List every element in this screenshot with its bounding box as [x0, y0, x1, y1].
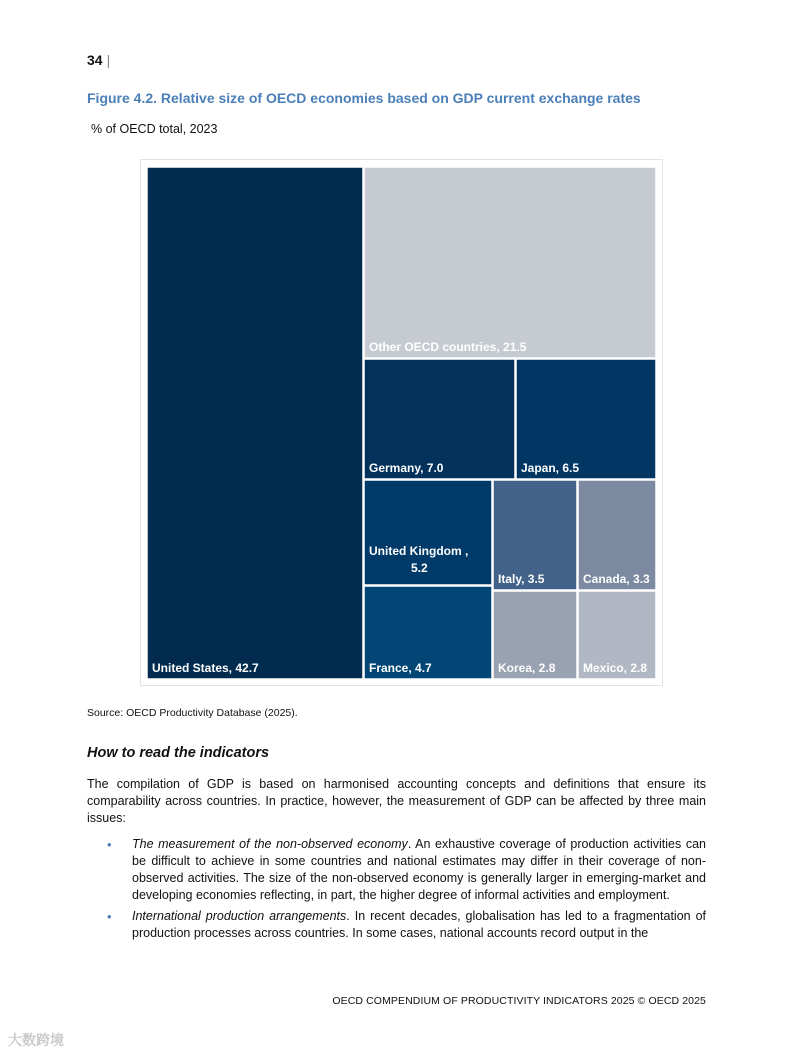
treemap-label-germany: Germany, 7.0	[369, 461, 444, 475]
treemap-label-canada: Canada, 3.3	[583, 572, 650, 586]
treemap-label-mexico: Mexico, 2.8	[583, 661, 648, 675]
treemap-label-france: France, 4.7	[369, 661, 432, 675]
bullet-icon: •	[107, 909, 112, 924]
treemap-cell-other-oecd-countries	[364, 167, 656, 358]
treemap-cell-united-kingdom	[364, 480, 492, 585]
treemap-chart	[140, 159, 663, 686]
bullet-lead: The measurement of the non-observed economy	[132, 837, 408, 851]
treemap-cell-united-states	[147, 167, 363, 679]
figure-source: Source: OECD Productivity Database (2025).	[87, 707, 298, 719]
bullet-text: . In recent decades, globalisation has led to a fragmentation of production processes across countries. In some cases, national accounts record output in the	[132, 909, 706, 940]
page-number-value: 34	[87, 52, 103, 68]
bullet-icon: •	[107, 837, 112, 852]
figure-title: Figure 4.2. Relative size of OECD economies based on GDP current exchange rates	[87, 90, 641, 106]
treemap-label-other-oecd-countries: Other OECD countries, 21.5	[369, 340, 527, 354]
list-item	[107, 908, 706, 942]
bullet-text: . An exhaustive coverage of production activities can be difficult to achieve in some countries and national estimates may differ in their coverage of non-observed activities. The size of the non-observed economy is generally larger in emerging-market and developing economies reflecting, in part, the higher degree of informal activities and employment.	[132, 837, 706, 902]
list-item	[107, 836, 706, 904]
section-heading: How to read the indicators	[87, 745, 270, 761]
treemap-label-italy: Italy, 3.5	[498, 572, 545, 586]
bullet-lead: International production arrangements	[132, 909, 347, 923]
treemap-svg	[141, 160, 662, 685]
treemap-label-japan: Japan, 6.5	[521, 461, 580, 475]
figure-subtitle: % of OECD total, 2023	[91, 122, 218, 136]
issues-list	[107, 836, 706, 946]
page-number	[87, 52, 110, 68]
intro-paragraph: The compilation of GDP is based on harmonised accounting concepts and definitions that ensure its comparability across countries. In practice, however, the measurement of GDP can be affected by three main issues:	[87, 777, 706, 825]
watermark: 大数跨境	[8, 1032, 64, 1048]
treemap-label-korea: Korea, 2.8	[498, 661, 556, 675]
treemap-label-united-states: United States, 42.7	[152, 661, 259, 675]
treemap-label-united-kingdom: United Kingdom , 5.2	[369, 544, 469, 575]
page-number-separator: |	[106, 52, 111, 68]
page-footer: OECD COMPENDIUM OF PRODUCTIVITY INDICATORS 2025 © OECD 2025	[332, 995, 706, 1007]
